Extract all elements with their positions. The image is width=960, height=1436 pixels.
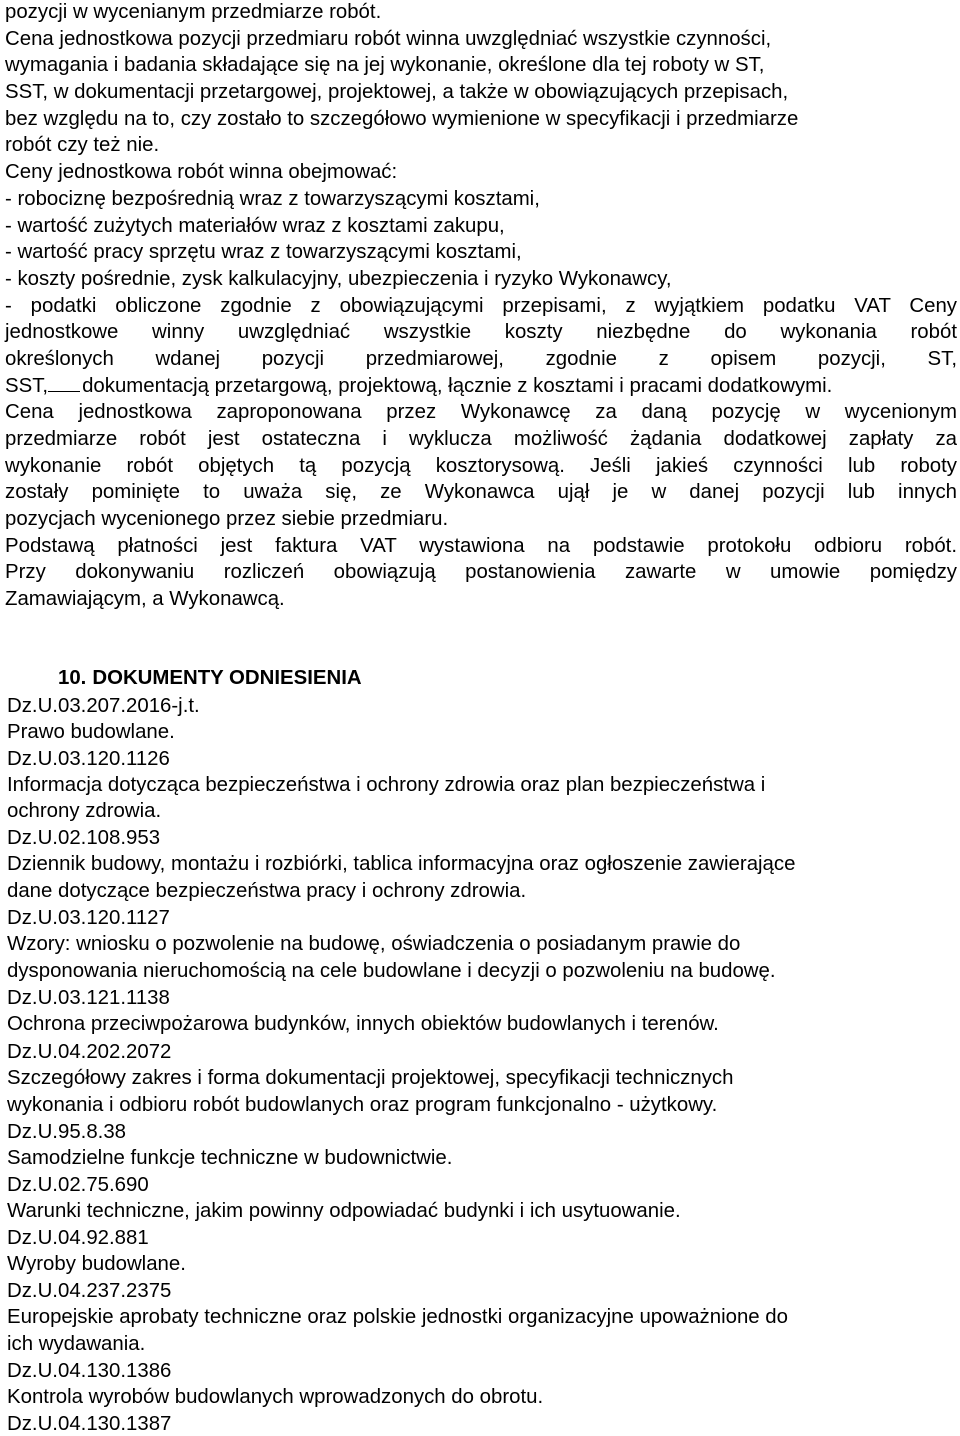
underline-gap <box>48 375 80 392</box>
reference-desc: Wzory: wniosku o pozwolenie na budowę, oświadczenia o posiadanym prawie do <box>7 933 741 955</box>
text-line: SST, w dokumentacji przetargowej, projektowej, a także w obowiązujących przepisach, <box>5 81 789 103</box>
reference-desc: Warunki techniczne, jakim powinny odpowiadać budynki i ich usytuowanie. <box>7 1200 681 1222</box>
reference-code: Dz.U.04.92.881 <box>7 1227 149 1249</box>
reference-code: Dz.U.04.237.2375 <box>7 1280 172 1302</box>
reference-code: Dz.U.02.108.953 <box>7 827 161 849</box>
text-line <box>5 374 832 398</box>
list-item: - koszty pośrednie, zysk kalkulacyjny, ubezpieczenia i ryzyko Wykonawcy, <box>5 268 672 290</box>
list-item: - podatki obliczone zgodnie z obowiązującymi przepisami, z wyjątkiem podatku VAT Ceny <box>5 294 957 317</box>
reference-desc: wykonania i odbioru robót budowlanych oraz program funkcjonalno - użytkowy. <box>7 1094 718 1116</box>
sst-rest: dokumentacją przetargową, projektową, łącznie z kosztami i pracami dodatkowymi. <box>82 374 833 397</box>
section-heading <box>58 666 362 690</box>
reference-desc: ich wydawania. <box>7 1333 146 1355</box>
text-line: zostały pominięte to uważa się, ze Wykonawca ujął je w danej pozycji lub innych <box>5 481 957 503</box>
reference-code: Dz.U.03.207.2016-j.t. <box>7 695 200 717</box>
list-item: - wartość zużytych materiałów wraz z kosztami zakupu, <box>5 214 505 237</box>
text-line: Podstawą płatności jest faktura VAT wystawiona na podstawie protokołu odbioru robót. <box>5 534 957 557</box>
reference-desc: Kontrola wyrobów budowlanych wprowadzonych do obrotu. <box>7 1386 544 1408</box>
reference-code: Dz.U.03.120.1127 <box>7 907 170 929</box>
section-title: DOKUMENTY ODNIESIENIA <box>92 667 362 689</box>
sst-prefix: SST, <box>5 374 49 397</box>
text-line: pozycjach wycenionego przez siebie przedmiaru. <box>5 508 449 530</box>
section-number: 10. <box>58 667 87 689</box>
reference-desc: ochrony zdrowia. <box>7 800 162 822</box>
list-item: - robociznę bezpośrednią wraz z towarzyszącymi kosztami, <box>5 188 540 210</box>
text-line: Cena jednostkowa zaproponowana przez Wykonawcę za daną pozycję w wycenionym <box>5 401 957 423</box>
text-line: pozycji w wycenianym przedmiarze robót. <box>5 1 382 23</box>
list-item: - wartość pracy sprzętu wraz z towarzyszącymi kosztami, <box>5 241 522 263</box>
reference-code: Dz.U.04.130.1386 <box>7 1360 172 1382</box>
text-line: określonych wdanej pozycji przedmiarowej, zgodnie z opisem pozycji, ST, <box>5 348 957 370</box>
reference-desc: Prawo budowlane. <box>7 721 175 743</box>
reference-code: Dz.U.04.202.2072 <box>7 1041 172 1063</box>
reference-desc: Samodzielne funkcje techniczne w budownictwie. <box>7 1147 453 1169</box>
text-line: jednostkowe winny uwzględniać wszystkie koszty niezbędne do wykonania robót <box>5 321 957 343</box>
reference-desc: dane dotyczące bezpieczeństwa pracy i ochrony zdrowia. <box>7 880 527 902</box>
reference-code: Dz.U.02.75.690 <box>7 1174 149 1196</box>
reference-code: Dz.U.03.121.1138 <box>7 987 170 1009</box>
text-line: robót czy też nie. <box>5 134 160 156</box>
reference-desc: Europejskie aprobaty techniczne oraz polskie jednostki organizacyjne upoważnione do <box>7 1306 788 1328</box>
reference-desc: Informacja dotycząca bezpieczeństwa i ochrony zdrowia oraz plan bezpieczeństwa i <box>7 774 766 796</box>
text-line: Ceny jednostkowa robót winna obejmować: <box>5 161 398 183</box>
text-line: wymagania i badania składające się na jej wykonanie, określone dla tej roboty w ST, <box>5 54 765 76</box>
text-line: bez względu na to, czy zostało to szczegółowo wymienione w specyfikacji i przedmiarze <box>5 107 799 130</box>
reference-desc: Wyroby budowlane. <box>7 1253 186 1275</box>
text-line: przedmiarze robót jest ostateczna i wyklucza możliwość żądania dodatkowej zapłaty za <box>5 428 957 450</box>
reference-desc: Dziennik budowy, montażu i rozbiórki, tablica informacyjna oraz ogłoszenie zawierające <box>7 853 796 875</box>
text-line: Przy dokonywaniu rozliczeń obowiązują postanowienia zawarte w umowie pomiędzy <box>5 561 957 583</box>
reference-desc: Ochrona przeciwpożarowa budynków, innych obiektów budowlanych i terenów. <box>7 1013 719 1035</box>
text-line: Zamawiającym, a Wykonawcą. <box>5 588 285 610</box>
text-line: Cena jednostkowa pozycji przedmiaru robót winna uwzględniać wszystkie czynności, <box>5 27 772 50</box>
reference-code: Dz.U.04.130.1387 <box>7 1413 172 1435</box>
reference-desc: Szczegółowy zakres i forma dokumentacji projektowej, specyfikacji technicznych <box>7 1067 734 1089</box>
text-line: wykonanie robót objętych tą pozycją kosztorysową. Jeśli jakieś czynności lub roboty <box>5 454 957 477</box>
reference-code: Dz.U.95.8.38 <box>7 1121 127 1143</box>
reference-desc: dysponowania nieruchomością na cele budowlane i decyzji o pozwoleniu na budowę. <box>7 960 776 982</box>
reference-code: Dz.U.03.120.1126 <box>7 748 170 770</box>
